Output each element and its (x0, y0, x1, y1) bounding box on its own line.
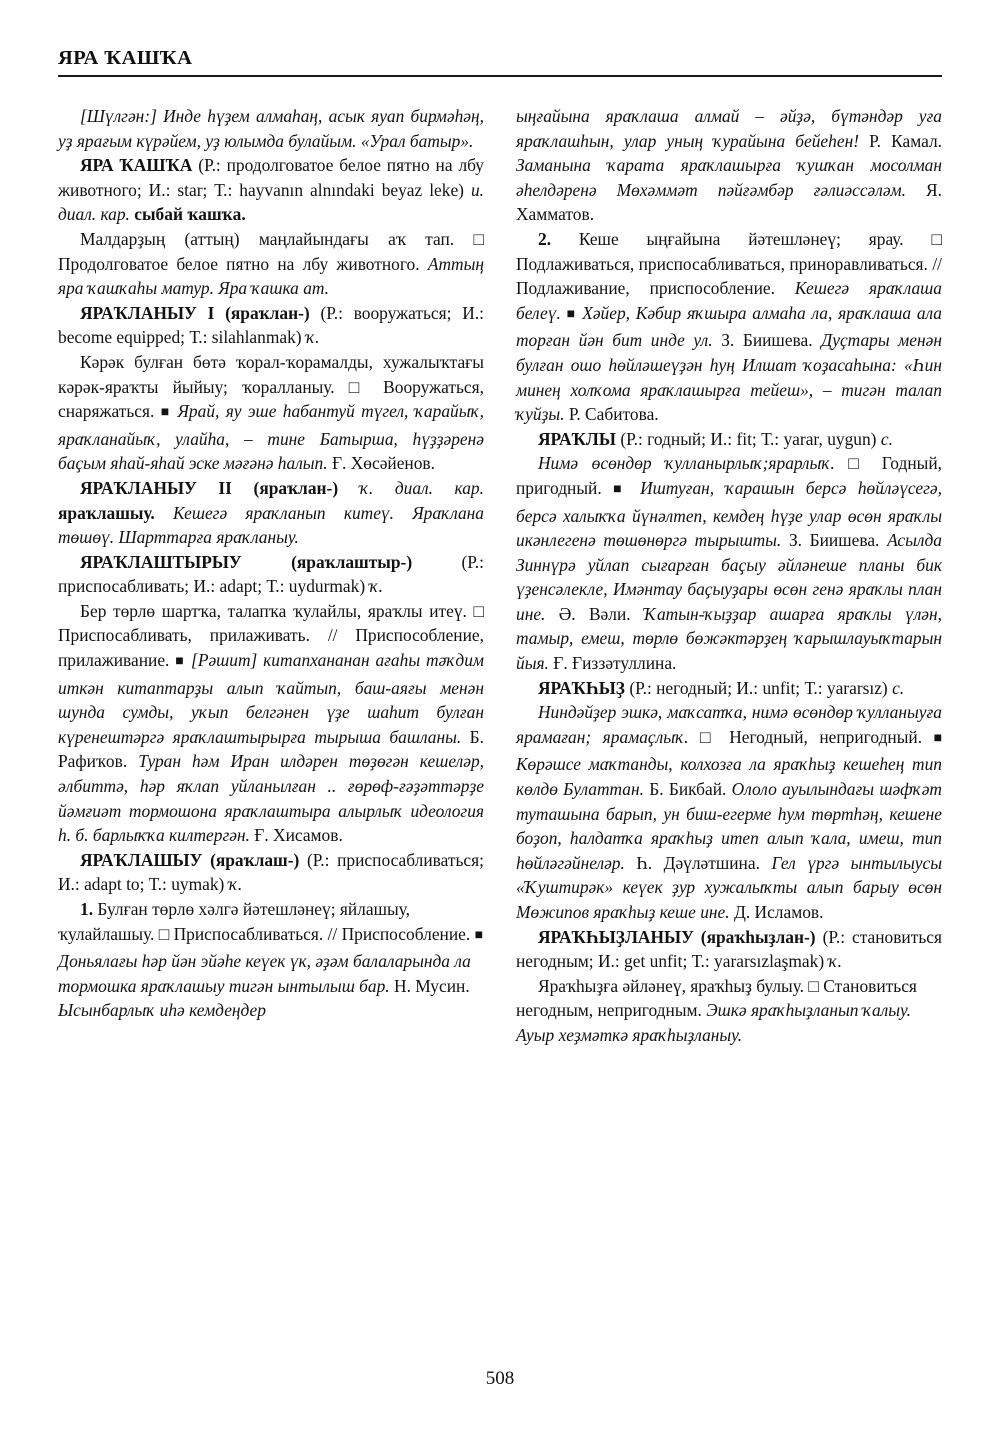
citation-3: Ҡатын-ҡыҙҙар ашарға яраҡлы үлән, тамыр, емеш, төрлө бөжәктәрҙең ҡарышлауыҡтарын йыя. (516, 603, 942, 674)
open-square-marker (473, 229, 484, 249)
definition-yarakhyzlanyu (516, 974, 942, 1048)
citation-tail: Ысынбарлыҡ иһә кемдеңдер (58, 1000, 266, 1021)
open-square-marker (848, 453, 868, 473)
citation-2: Асылда Зиннүрә уйлап сығарған баҫыу әйләнеше планы бик үҙенсәлекле, Имәнтау баҫыуҙары өсөн генә яраҡлы план ине. (516, 530, 942, 624)
sense-number: 1. (80, 899, 94, 919)
definition-bashkir: Бер төрлө шартҡа, талапҡа ҡулайлы, яраҡлы итеү. (80, 600, 467, 621)
page-header (58, 48, 942, 77)
variant-form: сыбай ҡашҡа. (134, 204, 246, 225)
definition-russian: Приспосабливать, прилаживать. // Приспособление, прилаживание. (58, 625, 484, 671)
entry-yarakly (516, 427, 942, 452)
stem: (яраҡһыҙлан-) (700, 926, 816, 947)
definition-russian: Приспосабливаться. // Приспособление. (173, 923, 471, 944)
gloss: (Р.: вооружаться; И.: become equipped; Т.: silahlanmak) (58, 302, 484, 348)
part-of-speech: с. (892, 677, 905, 698)
definition-yarakly (516, 451, 942, 675)
definition-russian: Подлаживаться, приспосабливаться, приноравливаться. // Подлаживание, приспособление. (516, 253, 942, 299)
filled-square-marker (567, 303, 577, 323)
open-square-marker (700, 727, 718, 747)
left-column (58, 104, 484, 1023)
continuation-yaraklashyu (516, 104, 942, 227)
citation-source-1: З. Биишева. (721, 330, 813, 351)
citation-text: [Шүлгән:] Инде һүҙем алмаһаң, асык яуап бирмәһәң, уҙ ярағым күрәйем, уҙ юлымда булайым. «Урал батыр». (58, 106, 484, 151)
entry-yaraklanyu-2 (58, 476, 484, 550)
entry-yara-kashka (58, 153, 484, 227)
definition-bashkir: Кеше ыңғайына йәтешләнеү; ярау. (578, 228, 904, 249)
right-column (516, 104, 942, 1048)
citation-source-2: Ғ. Хисамов. (254, 825, 343, 846)
headword: ЯРАҠЛЫ (538, 428, 616, 449)
filled-square-marker (175, 650, 185, 670)
stem: (яраҡлаш-) (210, 849, 300, 870)
stem: (яраҡлаштыр-) (291, 551, 413, 572)
definition-bashkir: Булған төрлө хәлгә йәтешләнеү; яйлашыу, ҡулайлашыу. (58, 899, 410, 944)
body-columns (58, 104, 942, 1314)
gloss: (Р.: негодный; И.: unfit; Т.: yararsız) (629, 677, 888, 698)
definition-bashkir: Нимә өсөндөр ҡулланырлыҡ;ярарлыҡ. (538, 453, 835, 474)
definition-russian: Негодный, непригодный. (729, 726, 923, 747)
part-of-speech: ҡ. (228, 874, 243, 895)
definition-yaraklashtyryu (58, 599, 484, 848)
example: Кешегә яраҡлаша белеү. (516, 278, 942, 323)
definition-yarakhyz (516, 700, 942, 924)
definition-bashkir: Ниндәйҙер эшкә, маҡсатҡа, нимә өсөндөр ҡулланыуға ярамаған; ярамаҫлыҡ. (516, 702, 942, 747)
definition-bashkir: Яраҡһыҙға әйләнеү, яраҡһыҙ булыу. (538, 975, 805, 996)
examples: Аттың яра ҡашҡаһы матур. Яра ҡашка ат. (58, 253, 484, 299)
header-rule (58, 75, 942, 77)
headword: ЯРАҠҺЫҘ (538, 677, 625, 698)
open-square-marker (473, 601, 484, 621)
citation-2: Дуҫтары менән булған ошо һөйләшеүҙән һуң Илшат ҡоҙасаһына: «Һин минең холҡома яраҡлашырға тейеш», – тигән талап ҡуйҙы. (516, 330, 942, 425)
gloss: (Р.: годный; И.: fit; Т.: yarar, uygun) (620, 428, 877, 449)
sense-1-yaraklashyu (58, 897, 484, 1023)
citation-2: Туран һәм Иран илдәрен төҙөгән кешеләр, әлбиттә, һәр яҡлап уйланылған .. ғөрөф-ғәҙәттәрҙе йәмғиәт тормошона яраҡлаштыра алырлыҡ идеология һ. б. барлыҡҡа килтергән. (58, 751, 484, 846)
citation-source-1: Б. Бикбай. (649, 779, 727, 800)
entry-yarakhyzlanyu (516, 925, 942, 974)
citation-source-2: Р. Сабитова. (568, 404, 659, 425)
citation-1: [Рәшит] китапхананан ағаһы тәҡдим иткән китаптарҙы алып ҡайтып, баш-аяғы менән шунда сумды, уҡып белгәнен үҙе шаһит булған күренештәргә яраҡлаштырырға тырыша башланы. (58, 650, 484, 747)
open-square-marker (931, 229, 942, 249)
citation-source-1: З. Биишева. (788, 530, 880, 551)
gloss: (Р.: становиться негодным; И.: get unfit; Т.: yararsızlaşmak) (516, 926, 942, 972)
headword: ЯРАҠҺЫҘЛАНЫУ (538, 926, 694, 947)
headword: ЯРАҠЛАШЫУ (80, 849, 203, 870)
open-square-marker (808, 976, 819, 996)
part-of-speech: с. (880, 428, 893, 449)
citation-1: Иштуған, ҡарашын берсә һөйләүсегә, берсә халыҡҡа йүнәлтеп, кемдең һүҙе улар өсөн яраҡлы икәнлегенә төшөнөргә тырышты. (516, 477, 942, 551)
definition-yaraklanyu-1 (58, 350, 484, 476)
part-of-speech: ҡ. (369, 576, 384, 597)
open-square-marker (349, 377, 369, 397)
citation: Доньялағы һәр йән эйәһе кеүек үк, әҙәм балаларында ла тормошка яраҡлашыу тигән ынтылыш бар. (58, 951, 471, 996)
definition-russian: Становиться негодным, непригодным. (516, 975, 917, 1021)
headword: ЯРАҠЛАШТЫРЫУ (80, 551, 242, 572)
open-square-marker (159, 924, 170, 944)
citation-source-2: Я. Хамматов. (516, 179, 942, 225)
sense-number: 2. (538, 228, 552, 249)
examples: Эшкә яраҡһыҙланып ҡалыу. Ауыр хеҙмәткә яраҡһыҙланыу. (516, 1000, 912, 1045)
citation-2: Заманына ҡарата яраҡлашырға ҡушҡан мосолман әһелдәренә Мөхәммәт пәйғәмбәр ғәлиәссәләм. (516, 155, 942, 200)
definition-bashkir: Малдарҙың (аттың) маңлайындағы аҡ тап. (80, 228, 455, 249)
citation-source-1: Б. Рафиҡов. (58, 726, 484, 772)
part-of-speech: ҡ. (305, 327, 320, 348)
definition-russian: Продолговатое белое пятно на лбу животного. (58, 253, 420, 274)
stem: (яраҡлан-) (225, 302, 310, 323)
part-of-speech: ҡ. (828, 951, 843, 972)
headword: ЯРАҠЛАНЫУ I (80, 302, 215, 323)
gloss: (Р.: приспосабливать; И.: adapt; Т.: uydurmak) (58, 551, 484, 597)
citation-1: Хәйер, Кәбир яҡшыра алмаһа ла, яраҡлаша ала торған йән бит инде ул. (516, 302, 942, 351)
sense-2-yaraklashyu (516, 227, 942, 427)
running-head: ЯРА ҠАШҠА (58, 47, 193, 69)
citation-source: Н. Мусин. (394, 975, 470, 996)
citation-source: Ғ. Хөсәйенов. (331, 453, 435, 474)
stem: (яраҡлан-) (253, 477, 339, 498)
citation-1: Көрәшсе маҡтанды, колхозға ла яраҡһыҙ кешеһең тип көлдө Булаттан. (516, 754, 942, 800)
headword: ЯРАҠЛАНЫУ II (80, 477, 232, 498)
entry-yaraklashyu (58, 848, 484, 897)
filled-square-marker (161, 401, 171, 421)
filled-square-marker (934, 727, 942, 747)
definition-yara-kashka (58, 227, 484, 301)
citation-source-3: Ғ. Ғиззәтуллина. (553, 653, 677, 674)
page-number: 508 (485, 1368, 515, 1389)
part-of-speech: и. диал. кар. (58, 179, 484, 225)
citation-shulgen (58, 104, 484, 153)
citation-source-1: Р. Камал. (869, 130, 942, 151)
citation-2: Ололо ауылындағы шәфҡәт туташына барып, ун биш-егерме һум төртһәң, кешене боҙоп, һалдатҡа яраҡһыҙ итеп алып ҡала, имеш, тип һөйләгәйнеләр. (516, 779, 942, 873)
filled-square-marker (475, 924, 483, 944)
citation-source-3: Д. Исламов. (733, 902, 824, 922)
citation-source-2: Ә. Вәли. (558, 603, 631, 624)
citation-tail: ыңғайына яраҡлаша алмай – әйҙә, бүтәндәр уға яраҡлашһын, улар уның ҡурайына бейеһен! (516, 106, 942, 151)
definition-russian: Вооружаться, снаряжаться. (58, 376, 484, 422)
citation-3: Гел үргә ынтылыусы «Ҡуштирәк» кеүек ҙур хужалыҡты алып барыу өсөн Мөжипов яраҡһыҙ кеше ине. (516, 852, 943, 922)
definition-bashkir: Кәрәк булған бөтә ҡорал-ҡорамалды, хужалыҡтағы кәрәк-яраҡты йыйыу; ҡоралланыу. (58, 351, 484, 397)
gloss: (Р.: приспосабливаться; И.: adapt to; Т.: uymak) (58, 849, 484, 895)
citation-source-2: Һ. Дәүләтшина. (636, 852, 760, 873)
definition-russian: Годный, пригодный. (516, 453, 942, 498)
entry-yaraklashtyryu (58, 550, 484, 599)
headword: ЯРА ҠАШҠА (80, 155, 193, 176)
part-of-speech: ҡ. диал. кар. (359, 477, 484, 498)
gloss: (Р.: продолговатое белое пятно на лбу животного; И.: star; Т.: hayvanın alnındaki beyaz leke) (58, 155, 484, 200)
filled-square-marker (613, 478, 629, 498)
variant-form: яраҡлашыу. (58, 502, 155, 523)
examples: Кешегә яраҡланып китеү. Яраҡлана төшөү. Шарттарға яраҡланыу. (58, 502, 484, 548)
citation: Ярай, яу эше һабантуй түгел, ҡарайыҡ, яраҡланайыҡ, улайһа, – тине Батырша, һүҙҙәренә баҫым яһай-яһай эске мәғәнә һалып. (58, 401, 484, 474)
entry-yaraklanyu-1 (58, 301, 484, 350)
entry-yarakhyz (516, 676, 942, 701)
